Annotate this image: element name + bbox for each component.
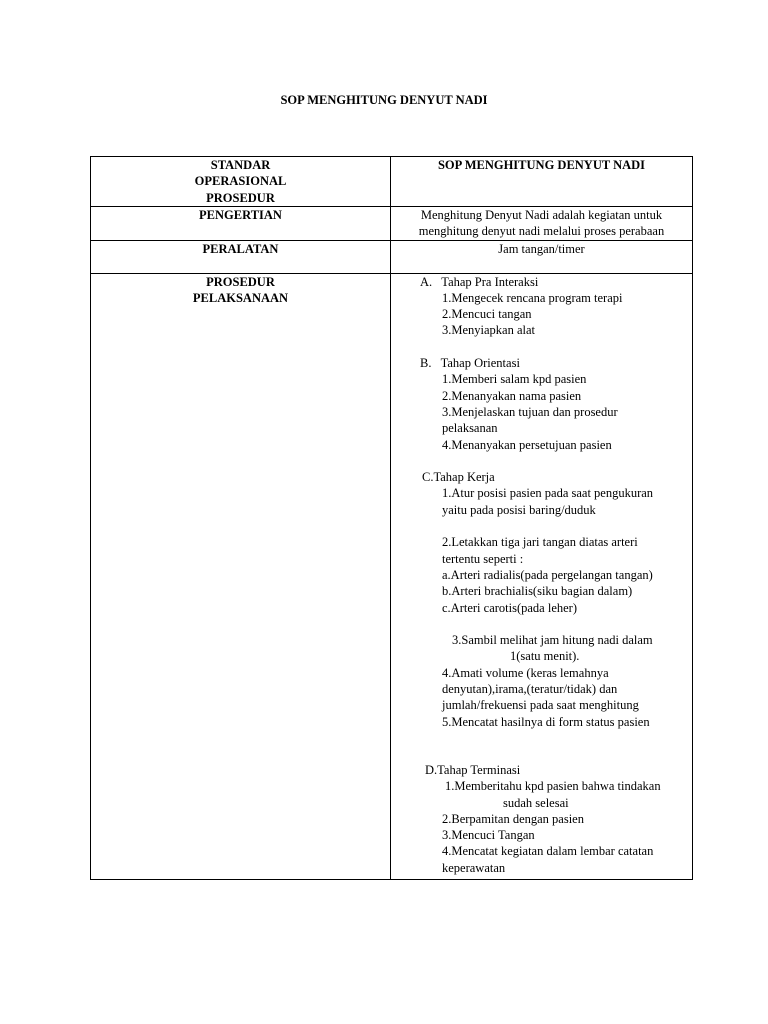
- list-item: 3.Menjelaskan tujuan dan prosedur: [442, 404, 618, 419]
- prosedur-label: [91, 273, 391, 879]
- prosedur-label-line: PROSEDUR: [206, 274, 275, 289]
- list-item: 1.Mengecek rencana program terapi: [442, 290, 623, 305]
- list-item: 1.Memberitahu kpd pasien bahwa tindakan: [445, 779, 661, 794]
- prosedur-label-line: PELAKSANAAN: [192, 290, 289, 305]
- header-left-line: PROSEDUR: [206, 190, 275, 205]
- list-item: 2.Menanyakan nama pasien: [442, 388, 582, 403]
- pengertian-text: [391, 207, 693, 241]
- pengertian-line: Menghitung Denyut Nadi adalah kegiatan untuk: [420, 208, 663, 222]
- sop-table: [90, 156, 693, 880]
- document-title: SOP MENGHITUNG DENYUT NADI: [280, 93, 488, 107]
- list-item: 3.Mencuci Tangan: [442, 828, 535, 843]
- list-item: jumlah/frekuensi pada saat menghitung: [442, 698, 639, 713]
- header-right-cell: [391, 157, 693, 207]
- list-item: 1.Memberi salam kpd pasien: [442, 372, 587, 387]
- header-right-title: SOP MENGHITUNG DENYUT NADI: [437, 158, 646, 172]
- header-left-line: STANDAR: [210, 158, 271, 172]
- list-item: 1(satu menit).: [510, 649, 580, 664]
- list-item: denyutan),irama,(teratur/tidak) dan: [442, 682, 618, 697]
- list-item: a.Arteri radialis(pada pergelangan tangan): [442, 567, 653, 582]
- list-item: tertentu seperti :: [442, 551, 524, 566]
- list-item: yaitu pada posisi baring/duduk: [442, 502, 596, 517]
- section-b-heading: B. Tahap Orientasi: [420, 356, 520, 371]
- pengertian-label: PENGERTIAN: [91, 207, 391, 241]
- list-item: sudah selesai: [503, 795, 569, 810]
- list-item: 4.Menanyakan persetujuan pasien: [442, 437, 612, 452]
- peralatan-row: [91, 240, 693, 273]
- header-left-line: OPERASIONAL: [194, 174, 287, 189]
- list-item: 2.Berpamitan dengan pasien: [442, 811, 584, 826]
- list-item: 2.Letakkan tiga jari tangan diatas arteri: [442, 535, 638, 550]
- list-item: 2.Mencuci tangan: [442, 307, 532, 322]
- pengertian-row: [91, 207, 693, 241]
- list-item: 4.Mencatat kegiatan dalam lembar catatan: [442, 844, 654, 859]
- list-item: 4.Amati volume (keras lemahnya: [442, 665, 609, 680]
- section-d-heading: D.Tahap Terminasi: [425, 762, 521, 777]
- prosedur-steps: [391, 273, 693, 879]
- list-item: 1.Atur posisi pasien pada saat pengukuran: [442, 486, 654, 501]
- section-c-heading: C.Tahap Kerja: [422, 470, 495, 485]
- list-item: pelaksanan: [442, 421, 498, 436]
- list-item: keperawatan: [442, 860, 506, 875]
- list-item: 3.Sambil melihat jam hitung nadi dalam: [452, 633, 653, 648]
- prosedur-row: [91, 273, 693, 879]
- peralatan-text: Jam tangan/timer: [391, 240, 693, 273]
- peralatan-label: PERALATAN: [91, 240, 391, 273]
- header-left-cell: [91, 157, 391, 207]
- header-row: [91, 157, 693, 207]
- list-item: 3.Menyiapkan alat: [442, 323, 536, 338]
- list-item: 5.Mencatat hasilnya di form status pasien: [442, 714, 650, 729]
- list-item: b.Arteri brachialis(siku bagian dalam): [442, 584, 633, 599]
- list-item: c.Arteri carotis(pada leher): [442, 600, 577, 615]
- pengertian-line: menghitung denyut nadi melalui proses perabaan: [418, 224, 665, 239]
- section-a-heading: A. Tahap Pra Interaksi: [420, 274, 539, 289]
